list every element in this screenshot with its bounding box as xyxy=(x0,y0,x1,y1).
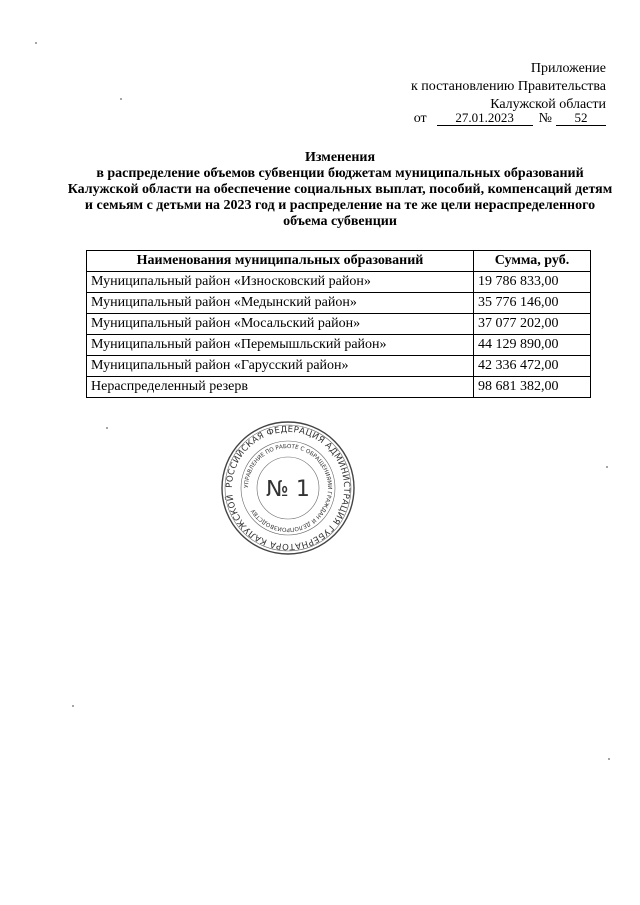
table-row xyxy=(87,272,591,293)
row-name: Муниципальный район «Мосальский район» xyxy=(87,314,474,335)
scan-speck xyxy=(35,42,37,44)
decree-date-line xyxy=(414,110,606,128)
title-line-2: Калужской области на обеспечение социальных выплат, пособий, компенсаций детям xyxy=(67,182,613,197)
row-sum: 44 129 890,00 xyxy=(474,335,591,356)
title-line-4: объема субвенции xyxy=(283,214,397,229)
title-line-1: в распределение объемов субвенции бюджетам муниципальных образований xyxy=(96,166,584,181)
appendix-line-2: к постановлению Правительства xyxy=(410,79,606,94)
table-row xyxy=(87,335,591,356)
row-name: Муниципальный район «Износковский район» xyxy=(87,272,474,293)
official-seal xyxy=(220,420,356,556)
table-row xyxy=(87,314,591,335)
scan-speck xyxy=(608,758,610,760)
seal-graphic xyxy=(220,420,356,556)
title-heading: Изменения xyxy=(304,150,376,165)
row-sum: 35 776 146,00 xyxy=(474,293,591,314)
row-sum: 42 336 472,00 xyxy=(474,356,591,377)
title-line-3: и семьям с детьми на 2023 год и распределение на те же цели нераспределенного xyxy=(84,198,596,213)
number-label: № xyxy=(538,111,552,126)
row-name: Муниципальный район «Гарусский район» xyxy=(87,356,474,377)
seal-center-number: № 1 xyxy=(266,477,310,502)
column-header-sum: Сумма, руб. xyxy=(474,251,591,272)
distribution-table xyxy=(86,250,591,398)
row-name: Нераспределенный резерв xyxy=(87,377,474,398)
table-row xyxy=(87,377,591,398)
row-name: Муниципальный район «Перемышльский район» xyxy=(87,335,474,356)
document-title xyxy=(60,150,620,230)
table-header-row xyxy=(87,251,591,272)
row-sum: 37 077 202,00 xyxy=(474,314,591,335)
appendix-line-3: Калужской области xyxy=(490,97,606,112)
row-sum: 98 681 382,00 xyxy=(474,377,591,398)
decree-number: 52 xyxy=(556,110,606,126)
seal-outer-text: РОССИЙСКАЯ ФЕДЕРАЦИЯ АДМИНИСТРАЦИЯ ГУБЕРНАТОРА КАЛУЖСКОЙ xyxy=(224,424,352,552)
scan-speck xyxy=(120,98,122,100)
scan-speck xyxy=(106,427,108,429)
from-label: от xyxy=(413,111,427,126)
row-name: Муниципальный район «Медынский район» xyxy=(87,293,474,314)
row-sum: 19 786 833,00 xyxy=(474,272,591,293)
appendix-line-1: Приложение xyxy=(530,61,606,76)
scan-speck xyxy=(72,705,74,707)
column-header-name: Наименования муниципальных образований xyxy=(87,251,474,272)
seal-inner-text: УПРАВЛЕНИЕ ПО РАБОТЕ С ОБРАЩЕНИЯМИ ГРАЖДАН И ДЕЛОПРОИЗВОДСТВУ xyxy=(243,443,333,533)
appendix-header xyxy=(411,60,606,114)
scan-speck xyxy=(606,466,608,468)
table-row xyxy=(87,293,591,314)
table-row xyxy=(87,356,591,377)
decree-date: 27.01.2023 xyxy=(437,110,533,126)
